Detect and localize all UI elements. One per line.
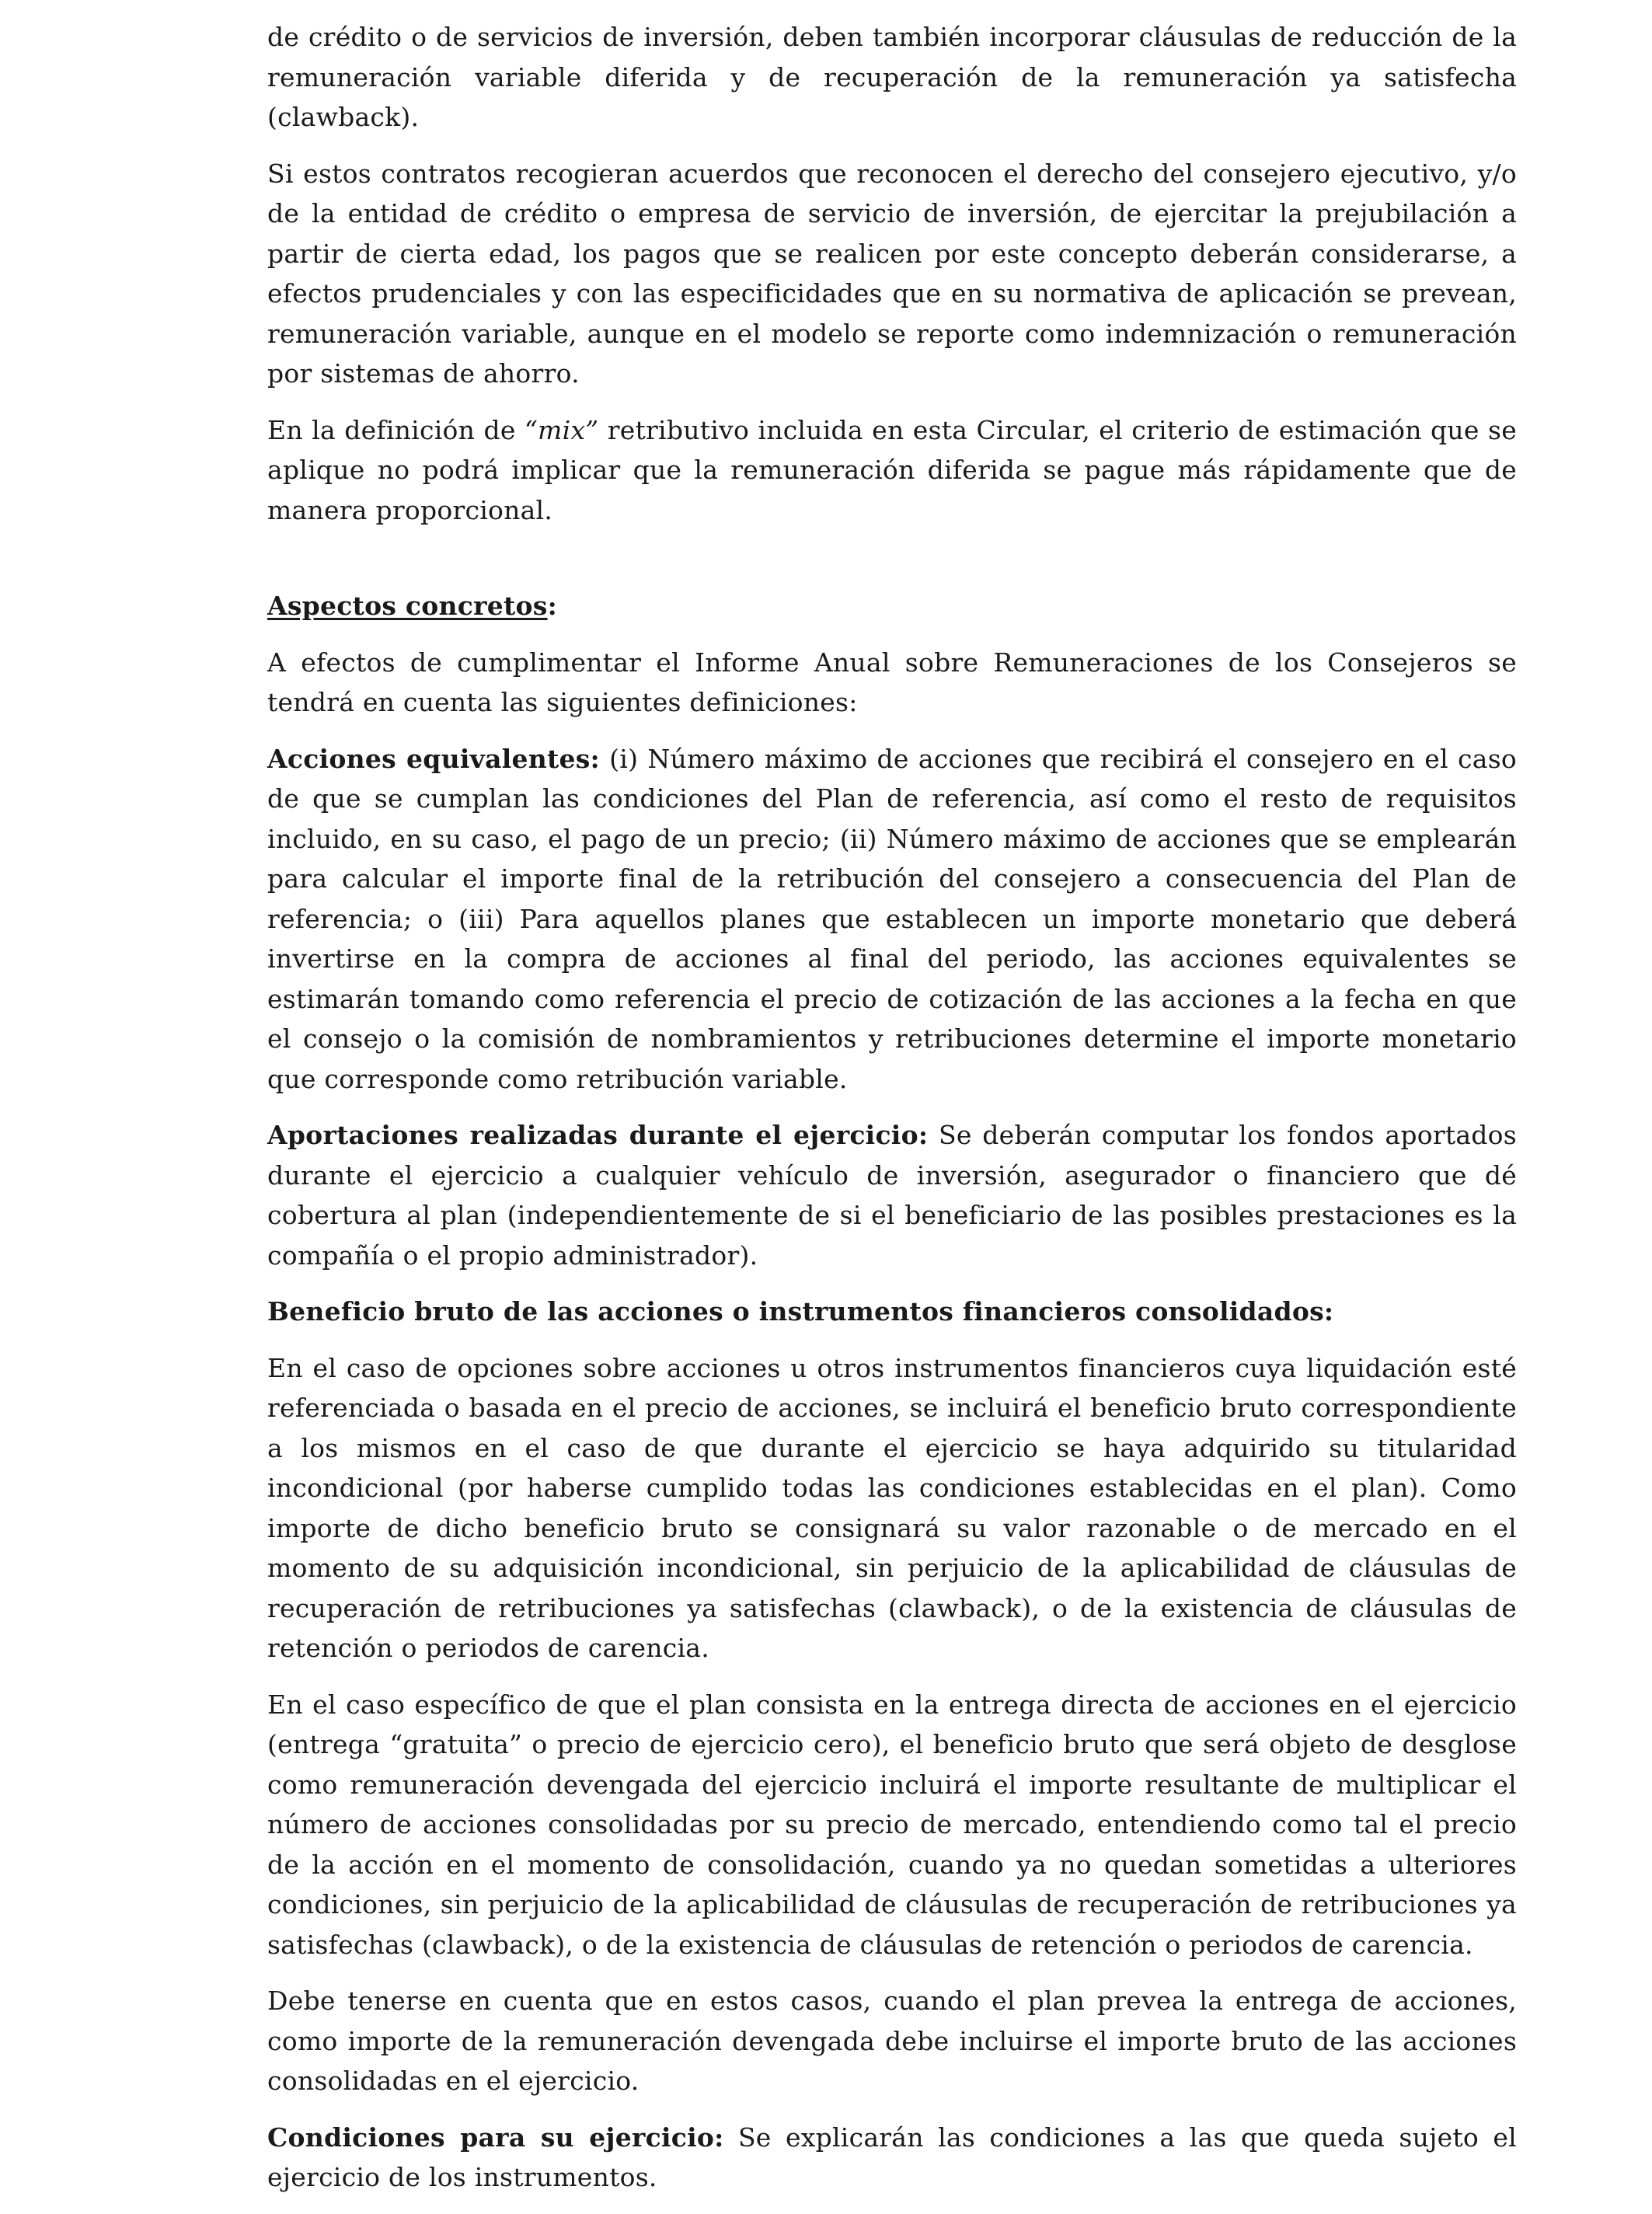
definition-term: Condiciones para su ejercicio:	[267, 2122, 724, 2153]
mix-text-before: En la definición de	[267, 414, 525, 445]
definition-condiciones	[267, 2118, 1517, 2198]
paragraph-clawback: de crédito o de servicios de inversión, deben también incorporar cláusulas de reducción de la remuneración variable diferida y de recuperación de la remuneración ya satisfecha (clawback).	[267, 22, 1517, 132]
definition-term: Aportaciones realizadas durante el ejercicio:	[267, 1120, 929, 1150]
definition-acciones-equivalentes	[267, 739, 1517, 1100]
section-heading: Aspectos concretos	[267, 591, 548, 621]
definition-term: Acciones equivalentes:	[267, 743, 600, 774]
paragraph-prejubilacion: Si estos contratos recogieran acuerdos que reconocen el derecho del consejero ejecutivo, y/o de la entidad de crédito o empresa de servicio de inversión, de ejercitar la prejubilación a partir de cierta edad, los pagos que se realicen por este concepto deberán considerarse, a efectos prudenciales y con las especificidades que en su normativa de aplicación se prevean, remuneración variable, aunque en el modelo se reporte como indemnización o remuneración por sistemas de ahorro.	[267, 158, 1517, 389]
document-page	[267, 17, 1517, 2214]
paragraph-section-intro: A efectos de cumplimentar el Informe Anual sobre Remuneraciones de los Consejeros se tendrá en cuenta las siguientes definiciones:	[267, 647, 1517, 717]
definition-beneficio-bruto-heading	[267, 1292, 1517, 1332]
section-heading-line	[267, 586, 1517, 626]
mix-text-after: retributivo incluida en esta Circular, el criterio de estimación que se aplique no podrá implicar que la remuneración diferida se pague más rápidamente que de manera proporcional.	[267, 414, 1517, 525]
definition-text: Se explicarán las condiciones a las que queda sujeto el ejercicio de los instrumentos.	[267, 2122, 1517, 2192]
definition-term: Beneficio bruto de las acciones o instrumentos financieros consolidados:	[267, 1296, 1334, 1327]
mix-term: “mix”	[524, 414, 599, 445]
definition-text: (i) Número máximo de acciones que recibirá el consejero en el caso de que se cumplan las condiciones del Plan de referencia, así como el resto de requisitos incluido, en su caso, el pago de un precio; (ii) Número máximo de acciones que se emplearán para calcular el importe final de la retribución del consejero a consecuencia del Plan de referencia; o (iii) Para aquellos planes que establecen un importe monetario que deberá invertirse en la compra de acciones al final del periodo, las acciones equivalentes se estimarán tomando como referencia el precio de cotización de las acciones a la fecha en que el consejo o la comisión de nombramientos y retribuciones determine el importe monetario que corresponde como retribución variable.	[267, 743, 1517, 1094]
definition-text: Se deberán computar los fondos aportados durante el ejercicio a cualquier vehículo de inversión, asegurador o financiero que dé cobertura al plan (independientemente de si el beneficiario de las posibles prestaciones es la compañía o el propio administrador).	[267, 1120, 1517, 1271]
paragraph-beneficio-importe-bruto: Debe tenerse en cuenta que en estos casos, cuando el plan prevea la entrega de acciones, como importe de la remuneración devengada debe incluirse el importe bruto de las acciones consolidadas en el ejercicio.	[267, 1986, 1517, 2096]
paragraph-beneficio-entrega-directa: En el caso específico de que el plan consista en la entrega directa de acciones en el ejercicio (entrega “gratuita” o precio de ejercicio cero), el beneficio bruto que será objeto de desglose como remuneración devengada del ejercicio incluirá el importe resultante de multiplicar el número de acciones consolidadas por su precio de mercado, entendiendo como tal el precio de la acción en el momento de consolidación, cuando ya no quedan sometidas a ulteriores condiciones, sin perjuicio de la aplicabilidad de cláusulas de recuperación de retribuciones ya satisfechas (clawback), o de la existencia de cláusulas de retención o periodos de carencia.	[267, 1689, 1517, 1960]
paragraph-mix-retributivo	[267, 410, 1517, 531]
definition-aportaciones	[267, 1115, 1517, 1275]
paragraph-beneficio-opciones: En el caso de opciones sobre acciones u otros instrumentos financieros cuya liquidación esté referenciada o basada en el precio de acciones, se incluirá el beneficio bruto correspondiente a los mismos en el caso de que durante el ejercicio se haya adquirido su titularidad incondicional (por haberse cumplido todas las condiciones establecidas en el plan). Como importe de dicho beneficio bruto se consignará su valor razonable o de mercado en el momento de su adquisición incondicional, sin perjuicio de la aplicabilidad de cláusulas de recuperación de retribuciones ya satisfechas (clawback), o de la existencia de cláusulas de retención o periodos de carencia.	[267, 1352, 1517, 1663]
section-heading-colon: :	[547, 591, 558, 621]
